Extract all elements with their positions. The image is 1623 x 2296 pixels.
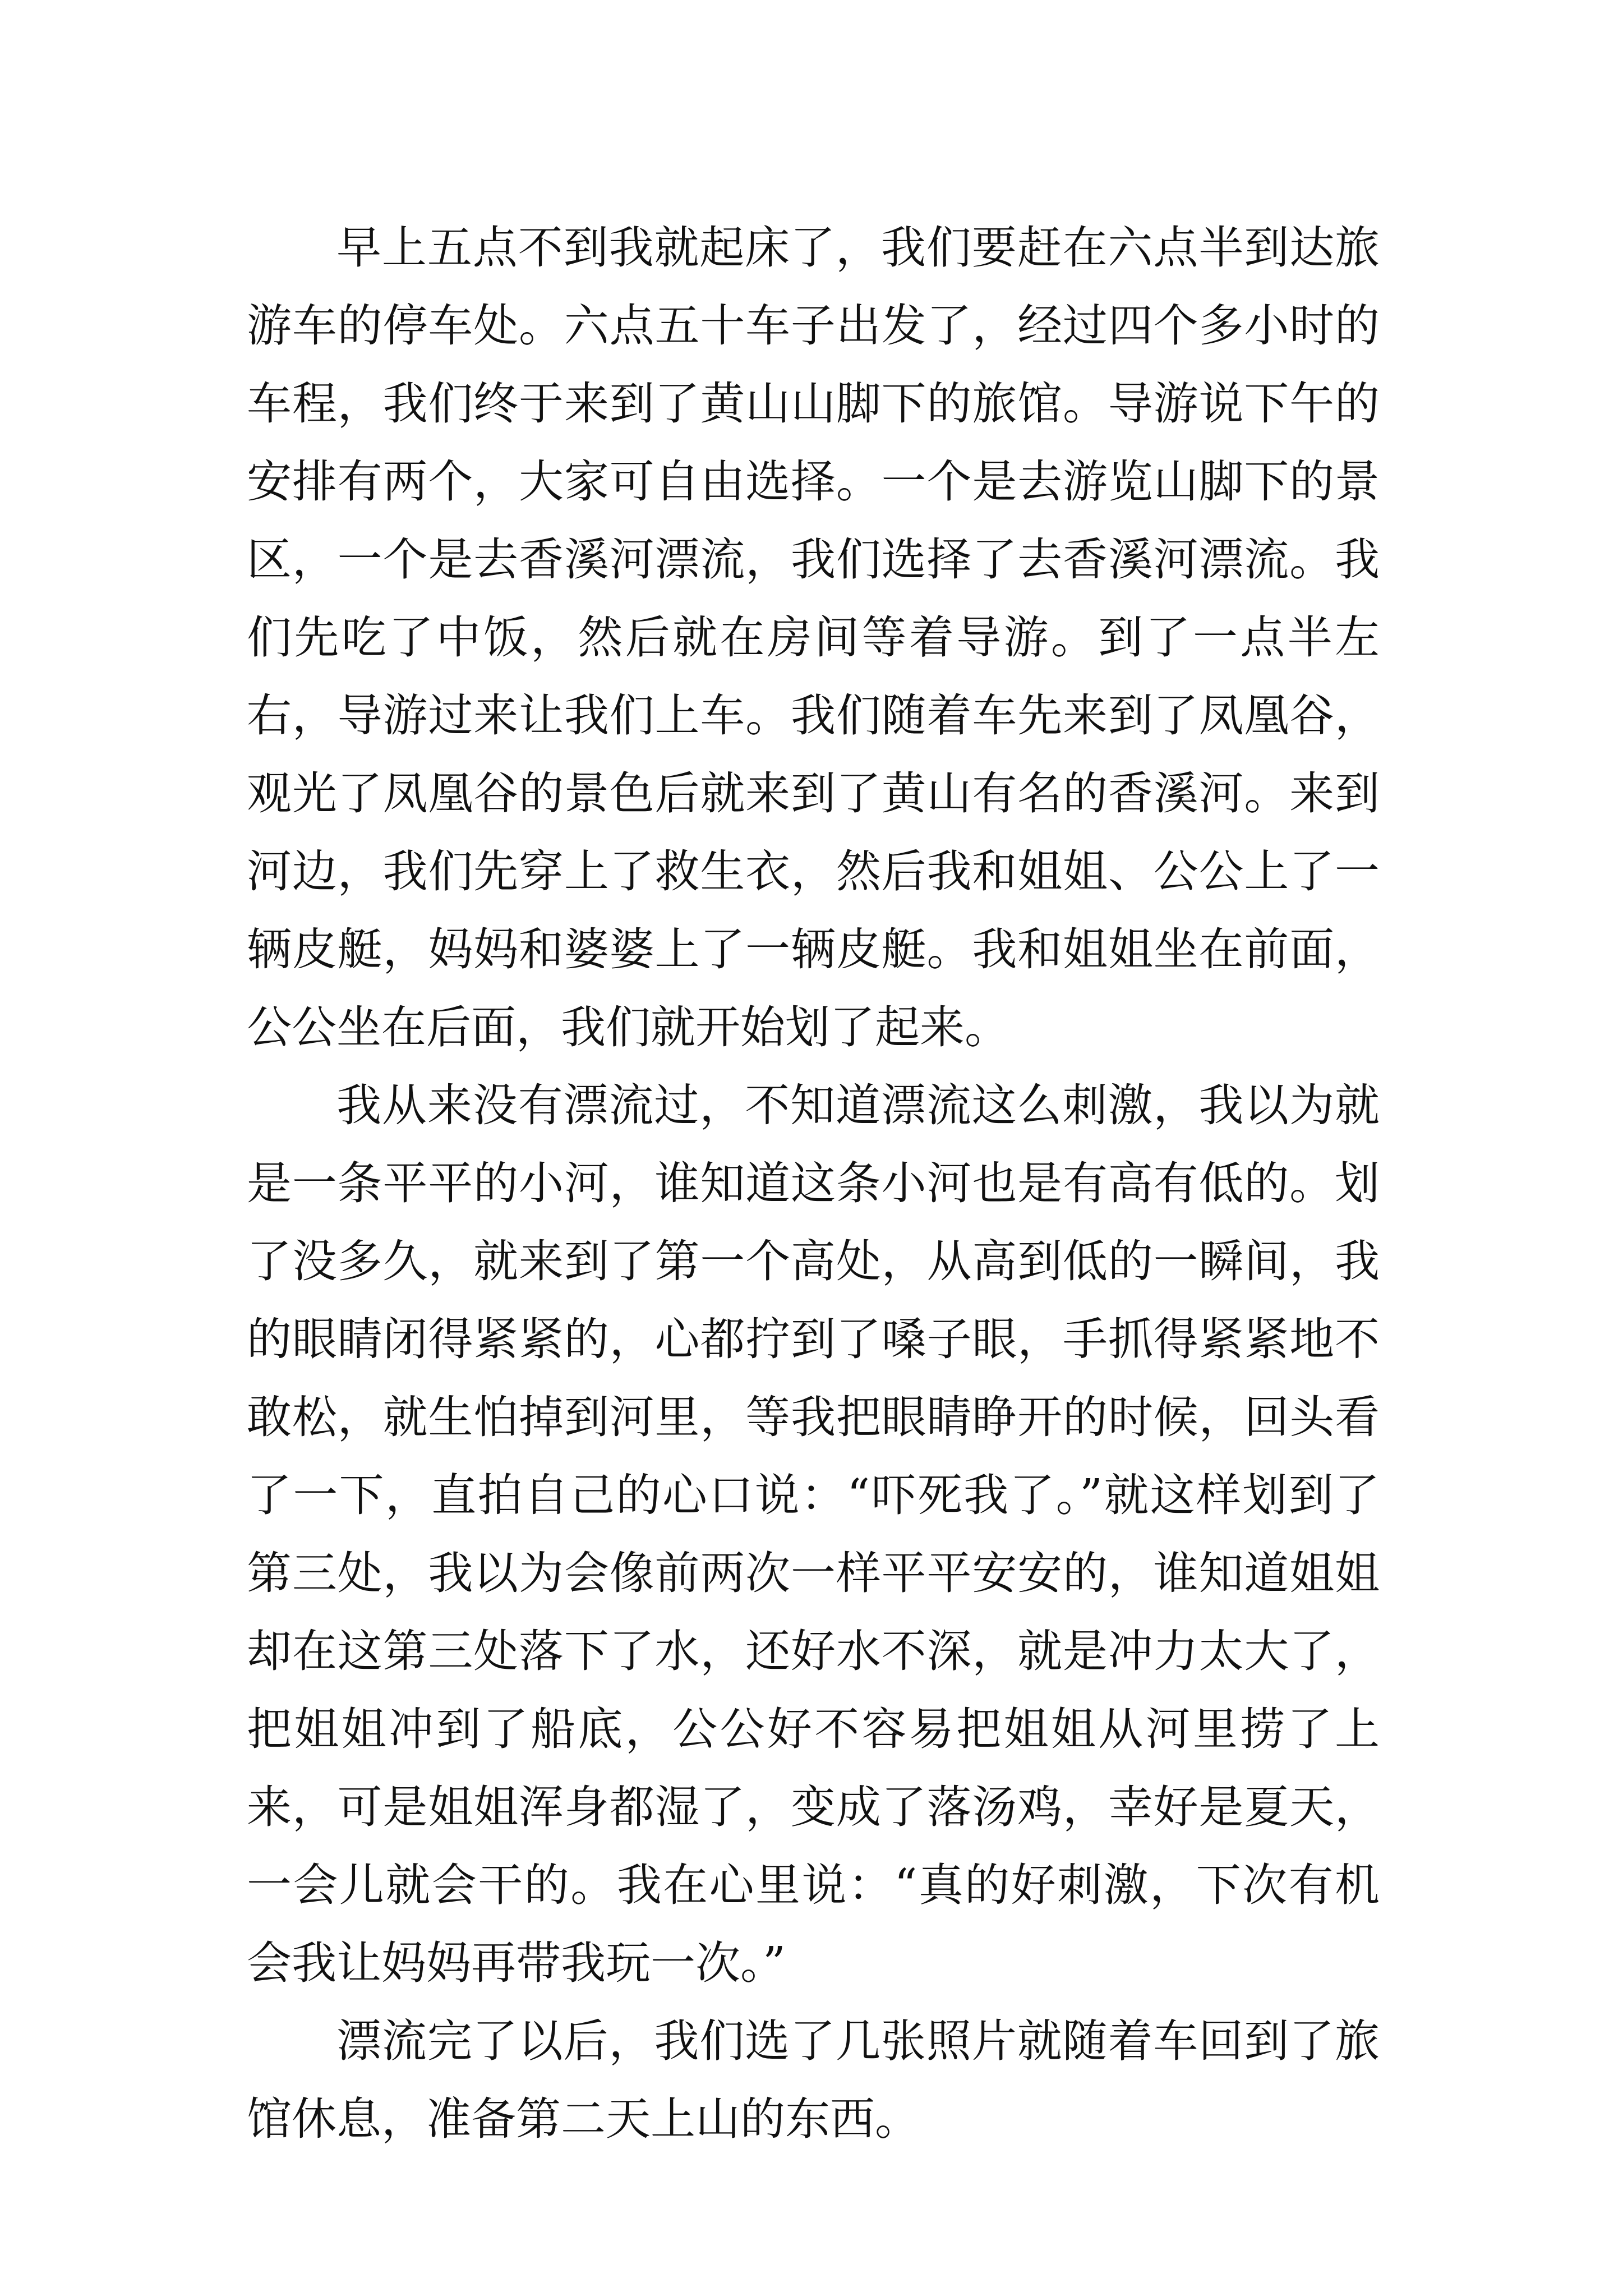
document-body [247, 209, 1380, 2158]
paragraph-2: 我从来没有漂流过，不知道漂流这么刺激，我以为就是一条平平的小河，谁知道这条小河也是有高有低的。划了没多久，就来到了第一个高处，从高到低的一瞬间，我的眼睛闭得紧紧的，心都拧到了嗓子眼，手抓得紧紧地不敢松，就生怕掉到河里，等我把眼睛睁开的时候，回头看了一下，直拍自己的心口说：“吓死我了。”就这样划到了第三处，我以为会像前两次一样平平安安的，谁知道姐姐却在这第三处落下了水，还好水不深，就是冲力太大了，把姐姐冲到了船底，公公好不容易把姐姐从河里捞了上来，可是姐姐浑身都湿了，变成了落汤鸡，幸好是夏天，一会儿就会干的。我在心里说：“真的好刺激，下次有机会我让妈妈再带我玩一次。” [247, 1079, 1380, 1989]
paragraph-3: 漂流完了以后，我们选了几张照片就随着车回到了旅馆休息，准备第二天上山的东西。 [247, 2015, 1380, 2145]
paragraph-1: 早上五点不到我就起床了，我们要赶在六点半到达旅游车的停车处。六点五十车子出发了，经过四个多小时的车程，我们终于来到了黄山山脚下的旅馆。导游说下午的安排有两个，大家可自由选择。一个是去游览山脚下的景区，一个是去香溪河漂流，我们选择了去香溪河漂流。我们先吃了中饭，然后就在房间等着导游。到了一点半左右，导游过来让我们上车。我们随着车先来到了凤凰谷，观光了凤凰谷的景色后就来到了黄山有名的香溪河。来到河边，我们先穿上了救生衣，然后我和姐姐、公公上了一辆皮艇，妈妈和婆婆上了一辆皮艇。我和姐姐坐在前面，公公坐在后面，我们就开始划了起来。 [247, 222, 1380, 1053]
